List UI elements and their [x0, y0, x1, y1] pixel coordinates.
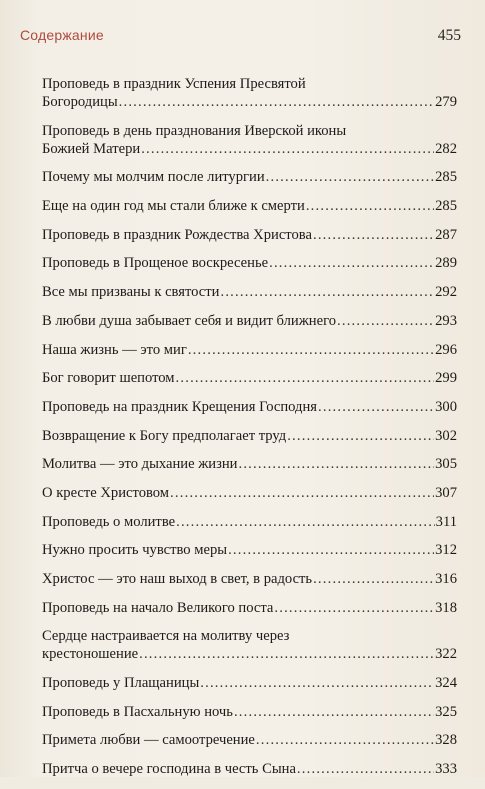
toc-entry	[42, 369, 457, 387]
toc-entry	[42, 197, 457, 215]
toc-entry-title: Проповедь в Пасхальную ночь	[42, 703, 233, 720]
dot-leader	[313, 570, 434, 588]
toc-entry	[42, 341, 457, 359]
dot-leader	[266, 168, 434, 186]
toc-entry	[42, 760, 457, 778]
toc-entry-page: 324	[435, 675, 457, 692]
dot-leader	[269, 254, 434, 272]
toc-entry-page: 316	[435, 571, 457, 587]
toc-entry-page: 312	[435, 542, 457, 559]
dot-leader	[170, 484, 434, 502]
toc-entry-title: Возвращение к Богу предполагает труд	[42, 427, 287, 444]
toc-entry-title: Проповедь на праздник Крещения Господня	[42, 398, 317, 415]
toc-entry-title: Примета любви — самоотречение	[42, 732, 255, 749]
toc-entry-page: 305	[435, 456, 457, 473]
dot-leader	[176, 513, 435, 531]
toc-entry	[42, 398, 457, 416]
toc-entry-title: Притча о вечере господина в честь Сына	[42, 761, 296, 778]
toc-entry-title-line: Сердце настраивается на молитву через	[42, 628, 290, 645]
toc-entry	[42, 75, 457, 111]
toc-entry-line	[42, 703, 457, 721]
toc-entry-page: 318	[435, 599, 457, 616]
toc-entry-line	[42, 427, 457, 445]
toc-entry-title: Нужно просить чувство меры	[42, 542, 228, 559]
toc-entry-line	[42, 645, 457, 663]
toc-entry-page: 282	[435, 140, 457, 157]
dot-leader	[337, 312, 434, 330]
toc-entry-title: В любви душа забывает себя и видит ближнего	[42, 312, 336, 329]
toc-entry	[42, 731, 457, 749]
toc-entry-line	[42, 513, 457, 531]
dot-leader	[306, 197, 434, 215]
dot-leader	[274, 599, 434, 617]
toc-entry-title-line: Проповедь в праздник Успения Пресвятой	[42, 76, 306, 92]
toc-entry-page: 325	[435, 703, 457, 720]
toc-entry-title: Почему мы молчим после литургии	[42, 169, 265, 186]
toc-entry	[42, 283, 457, 301]
toc-entry-title: Наша жизнь — это миг	[42, 341, 187, 358]
toc-entry	[42, 599, 457, 617]
dot-leader	[220, 283, 434, 301]
dot-leader	[297, 760, 434, 778]
toc-entry-title: Проповедь в праздник Рождества Христова	[42, 226, 312, 243]
toc-entry-line	[42, 455, 457, 473]
toc-entry	[42, 570, 457, 588]
toc-entry	[42, 168, 457, 186]
toc-entry-line	[42, 312, 457, 330]
dot-leader	[256, 731, 434, 749]
toc-entry-line	[42, 197, 457, 215]
toc-entry-line	[42, 93, 457, 111]
toc-entry-page: 302	[435, 427, 457, 444]
toc-entry	[42, 455, 457, 473]
toc-entry-page: 300	[435, 398, 457, 415]
table-of-contents	[42, 75, 457, 789]
toc-entry-line	[42, 140, 457, 158]
toc-entry-page: 307	[435, 484, 457, 501]
dot-leader	[176, 369, 435, 387]
toc-entry-page: 333	[435, 761, 457, 778]
dot-leader	[318, 398, 434, 416]
toc-entry-page: 293	[435, 312, 457, 329]
toc-entry-title: Молитва — это дыхание жизни	[42, 456, 238, 473]
toc-entry-title: Еще на один год мы стали ближе к смерти	[42, 198, 305, 215]
toc-entry-line	[42, 674, 457, 692]
toc-entry-line	[42, 541, 457, 559]
dot-leader	[139, 645, 434, 663]
toc-entry-page: 279	[435, 94, 457, 110]
toc-entry-title: Христос — это наш выход в свет, в радость	[42, 571, 313, 587]
dot-leader	[238, 455, 434, 473]
toc-entry	[42, 627, 457, 663]
toc-entry	[42, 254, 457, 272]
toc-entry-title: крестоношение	[42, 646, 139, 663]
toc-entry-page: 287	[435, 226, 457, 243]
toc-entry-line	[42, 369, 457, 387]
toc-entry	[42, 703, 457, 721]
dot-leader	[234, 703, 434, 721]
toc-entry-page: 285	[435, 169, 457, 186]
toc-entry-title: Божией Матери	[42, 140, 141, 157]
toc-entry-line	[42, 731, 457, 749]
toc-entry-page: 285	[435, 198, 457, 215]
toc-entry-line	[42, 283, 457, 301]
toc-entry-line	[42, 484, 457, 502]
toc-entry-line	[42, 226, 457, 244]
page-number: 455	[437, 27, 461, 44]
toc-entry-title: Богородицы	[42, 94, 118, 110]
toc-entry-line	[42, 341, 457, 359]
toc-entry-line	[42, 760, 457, 778]
toc-entry-title: Проповедь у Плащаницы	[42, 675, 200, 692]
dot-leader	[287, 427, 434, 445]
dot-leader	[141, 140, 434, 158]
toc-entry-page: 292	[435, 284, 457, 301]
toc-entry-page: 328	[435, 732, 457, 749]
toc-entry-title: Все мы призваны к святости	[42, 284, 220, 301]
toc-entry	[42, 541, 457, 559]
section-title: Содержание	[20, 27, 104, 43]
toc-entry-title: Бог говорит шепотом	[42, 370, 175, 387]
toc-entry-line	[42, 168, 457, 186]
toc-entry-line	[42, 398, 457, 416]
dot-leader	[313, 226, 434, 244]
dot-leader	[188, 341, 434, 359]
toc-entry	[42, 122, 457, 158]
toc-entry-title: Проповедь в Прощеное воскресенье	[42, 255, 269, 272]
toc-entry-page: 289	[435, 255, 457, 272]
dot-leader	[119, 93, 434, 111]
page-header	[20, 27, 461, 49]
toc-entry-title: О кресте Христовом	[42, 484, 170, 501]
toc-entry-title-line: Проповедь в день празднования Иверской иконы	[42, 122, 347, 139]
dot-leader	[228, 541, 434, 559]
toc-entry-line	[42, 570, 457, 588]
toc-entry-line	[42, 254, 457, 272]
toc-entry-line	[42, 599, 457, 617]
toc-entry	[42, 513, 457, 531]
toc-entry	[42, 312, 457, 330]
toc-entry	[42, 427, 457, 445]
dot-leader	[200, 674, 434, 692]
toc-entry-page: 311	[435, 513, 457, 530]
toc-entry	[42, 226, 457, 244]
toc-entry-page: 296	[435, 341, 457, 358]
toc-entry-page: 322	[435, 646, 457, 663]
toc-entry-page: 299	[435, 370, 457, 387]
toc-entry	[42, 484, 457, 502]
toc-entry-title: Проповедь на начало Великого поста	[42, 599, 274, 616]
toc-entry	[42, 674, 457, 692]
toc-entry-title: Проповедь о молитве	[42, 513, 176, 530]
